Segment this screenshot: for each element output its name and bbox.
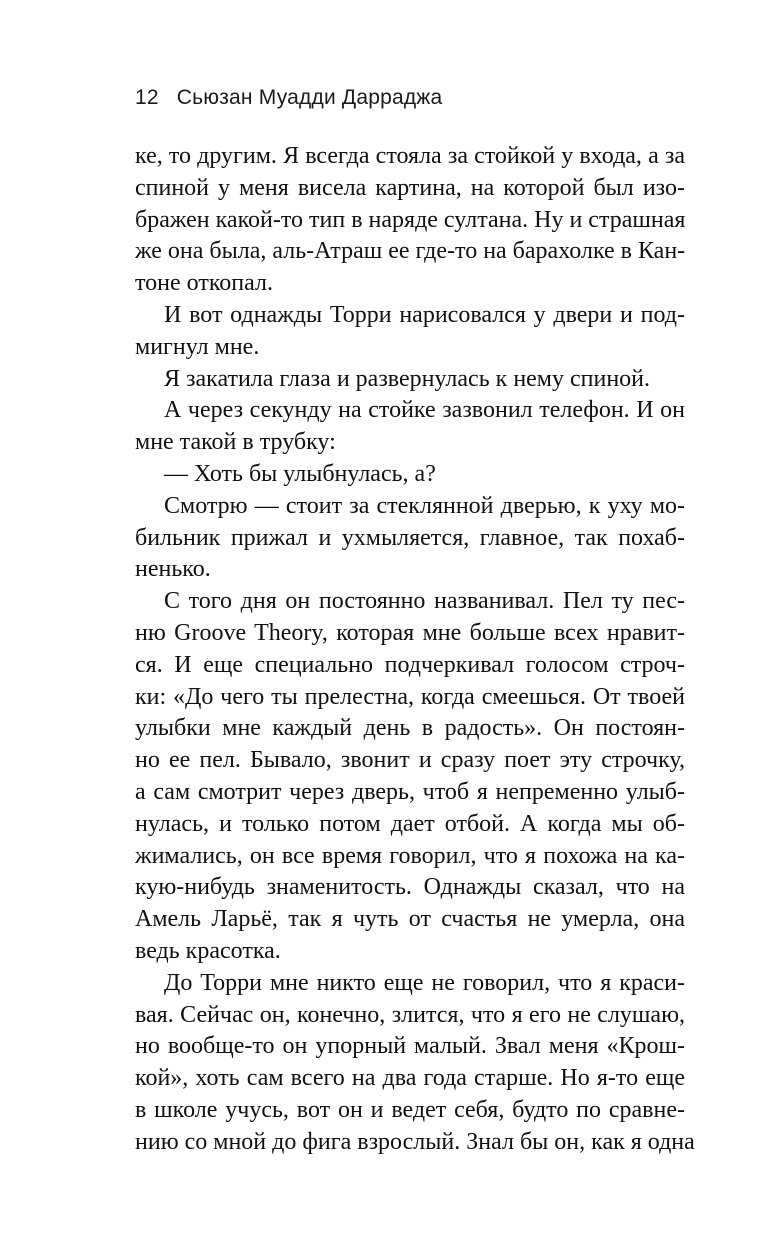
text-line: спиной у меня висела картина, на которой был изо- <box>135 174 685 201</box>
text-line: но вообще-то он упорный малый. Звал меня «Крош- <box>135 1033 685 1060</box>
text-line: кую-нибудь знаменитость. Однажды сказал, что на <box>135 874 685 901</box>
text-line: мне такой в трубку: <box>135 429 336 456</box>
text-line: нию со мной до фига взрослый. Знал бы он, как я одна <box>135 1128 695 1155</box>
text-line: ненько. <box>135 556 211 583</box>
page-number: 12 <box>135 86 159 109</box>
text-line: бильник прижал и ухмыляется, главное, так похаб- <box>135 524 685 551</box>
text-line: мигнул мне. <box>135 333 260 360</box>
text-line: нулась, и только потом дает отбой. А когда мы об- <box>135 810 685 837</box>
text-line: вая. Сейчас он, конечно, злится, что я его не слушаю, <box>135 1001 685 1028</box>
text-line: улыбки мне каждый день в радость». Он постоян- <box>135 715 685 742</box>
text-line: Смотрю — стоит за стеклянной дверью, к уху мо- <box>164 492 685 519</box>
text-line: но ее пел. Бывало, звонит и сразу поет эту строчку, <box>135 747 685 774</box>
text-line: а сам смотрит через дверь, чтоб я непременно улыб- <box>135 778 685 805</box>
text-line: ке, то другим. Я всегда стояла за стойкой у входа, а за <box>135 143 685 169</box>
text-line: До Торри мне никто еще не говорил, что я краси- <box>164 969 685 996</box>
body-text <box>135 141 695 1159</box>
text-line: А через секунду на стойке зазвонил телефон. И он <box>164 397 685 424</box>
text-line: ся. И еще специально подчеркивал голосом строч- <box>135 651 685 678</box>
text-line: кой», хоть сам всего на два года старше. Но я-то еще <box>135 1065 685 1092</box>
text-line: же она была, аль-Атраш ее где-то на барахолке в Кан- <box>135 238 686 265</box>
text-line: Я закатила глаза и развернулась к нему спиной. <box>164 365 651 392</box>
running-head-author: Сьюзан Муадди Дарраджа <box>176 86 443 109</box>
running-head <box>135 86 442 110</box>
text-line: бражен какой-то тип в наряде султана. Ну и страшная <box>135 206 686 233</box>
text-line: тоне откопал. <box>135 270 273 297</box>
text-line: жимались, он все время говорил, что я похожа на ка- <box>135 842 685 869</box>
text-line: С того дня он постоянно названивал. Пел ту пес- <box>164 588 685 615</box>
text-line: Амель Ларьё, так я чуть от счастья не умерла, она <box>135 906 685 933</box>
dialogue-line: — Хоть бы улыбнулась, а? <box>164 460 436 487</box>
text-line: И вот однажды Торри нарисовался у двери и под- <box>164 301 685 328</box>
text-line: ню Groove Theory, которая мне больше всех нравит- <box>135 619 685 646</box>
text-line: ведь красотка. <box>135 937 281 964</box>
text-line: ки: «До чего ты прелестна, когда смеешься. От твоей <box>135 683 685 710</box>
text-line: в школе учусь, вот он и ведет себя, будто по сравне- <box>135 1096 685 1123</box>
